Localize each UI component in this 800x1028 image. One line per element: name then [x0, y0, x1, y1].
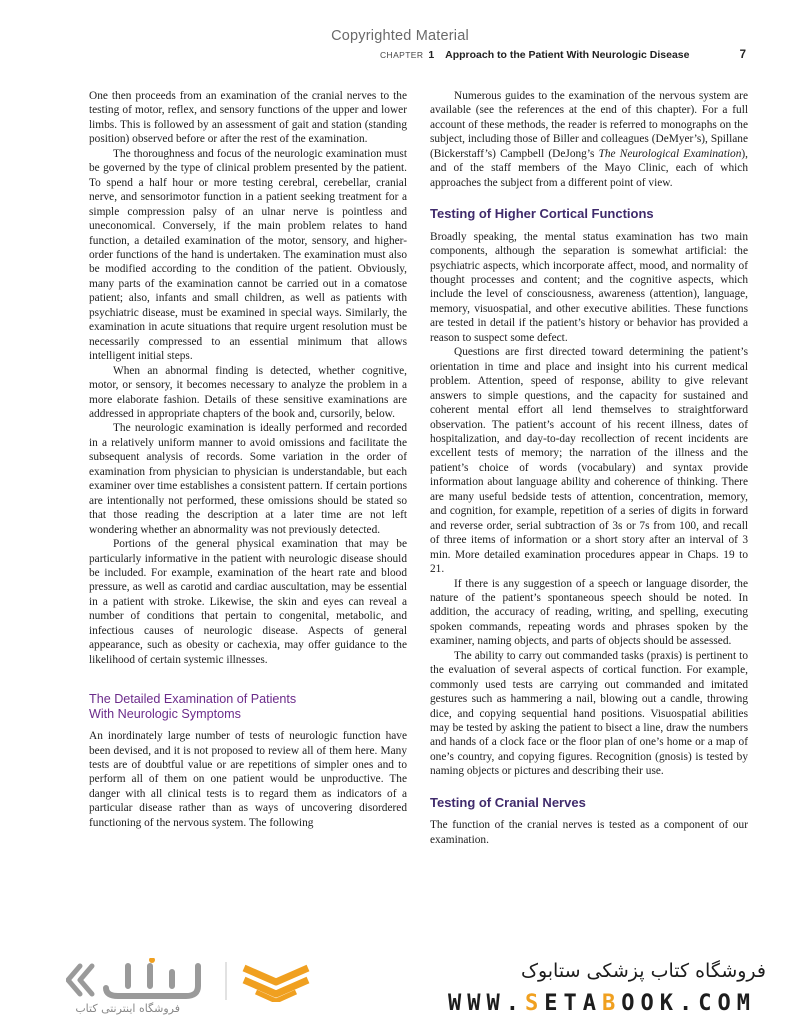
left-column — [89, 89, 407, 830]
heading-line: The Detailed Examination of Patients — [89, 692, 297, 707]
section-heading-cranial-nerves: Testing of Cranial Nerves — [430, 794, 586, 810]
paragraph: The ability to carry out commanded tasks (praxis) is pertinent to the evaluation of several aspects of cortical function. For example, commonly used tests are carrying out commanded and imitated gestures such as hammering a nail, blowing out a candle, throwing dice, and copying sequential hand positions. Visuospatial abilities may be tested by asking the patient to bisect a line, draw the numbers and hands of a clock face or the floor plan of one’s home or a map of one’s country, and copying figures. Recognition (gnosis) is tested by naming objects or pictures and describing their use. — [430, 649, 748, 778]
right-column — [430, 89, 748, 847]
paragraph: Broadly speaking, the mental status examination has two main components, although the separation is somewhat artificial: the psychiatric aspects, which incorporate affect, mood, and normality of thought processes and content; and the cognitive aspects, which include the level of consciousness, awareness (attention), language, memory, visuospatial, and other executive abilities. These functions are tested in detail if the patient’s history or behavior has provided a reason to suspect some defect. — [430, 230, 748, 344]
url-part: OOK.COM — [621, 991, 756, 1016]
url-part: WWW. — [448, 991, 526, 1016]
copyright-notice: Copyrighted Material — [331, 28, 469, 44]
paragraph — [430, 89, 748, 190]
text-run: ), and of the staff members of the Mayo Clinic, each of which approaches the subject from a different point of view. — [430, 147, 748, 189]
section-heading-detailed-examination — [89, 692, 407, 722]
paragraph: The thoroughness and focus of the neurologic examination must be governed by the type of clinical problem presented by the patient. To spend a half hour or more testing cerebral, cerebellar, cranial nerve, and sensorimotor function in a patient seeking treatment for a simple compression palsy of an ulnar nerve is pointless and uneconomical. Conversely, if the main problem relates to hand function, a detailed examination of the motor, sensory, and higher-order functions of the hand is undertaken. The examination must also be modified according to the condition of the patient. Obviously, many parts of the examination cannot be carried out in a comatose patient; also, infants and small children, as well as patients with psychiatric disease, must be examined in special ways. Similarly, the examination in acute situations that require urgent resolution must be necessarily compressed to an essential minimum that allows intelligent initial steps. — [89, 147, 407, 363]
running-head — [380, 49, 746, 61]
paragraph: If there is any suggestion of a speech or language disorder, the nature of the patient’s spontaneous speech should be noted. In addition, the accuracy of reading, writing, and spelling, executing spoken commands, repeating words and phrases spoken by the examiner, naming objects, and parts of objects should be assessed. — [430, 577, 748, 648]
paragraph: The neurologic examination is ideally performed and recorded in a relatively uniform manner to avoid omissions and facilitate the subsequent analysis of records. Some variation in the order of examination from physician to physician is understandable, but each examiner over time establishes a consistent pattern. If certain portions are intentionally not performed, these omissions should be stated so that those reading the description at a later time are not left wondering whether an abnormality was not previously detected. — [89, 422, 407, 536]
paragraph: The function of the cranial nerves is tested as a component of our examination. — [430, 819, 748, 846]
chapter-number: 1 — [428, 49, 435, 61]
text-run: Numerous guides to the examination of the nervous system are available (see the references at the end of this chapter). For a full account of these methods, the reader is referred to monographs on the subject, including those of Biller and colleagues (DeMyer’s), Spillane (Bickerstaff’s) Campbell (DeJong’s — [430, 90, 748, 160]
paragraph: An inordinately large number of tests of neurologic function have been devised, and it is not proposed to review all of them here. Many tests are of doubtful value or are repetitions of simpler ones and to perform all of them on one patient would be unproductive. The danger with all clinical tests is to regard them as indicators of a particular disease rather than as ways of uncovering disordered functioning of the nervous system. The following — [89, 730, 407, 829]
page-number: 7 — [739, 49, 746, 61]
chevron-logo-icon — [66, 958, 326, 1002]
paragraph: When an abnormal finding is detected, whether cognitive, motor, or sensory, it becomes necessary to analyze the problem in a more elaborate fashion. Details of these sensitive examinations are addressed in appropriate chapters of the book and, cursorily, below. — [89, 364, 407, 420]
section-heading-cortical-functions: Testing of Higher Cortical Functions — [430, 206, 654, 222]
url-highlight: B — [602, 991, 622, 1016]
paragraph: One then proceeds from an examination of the cranial nerves to the testing of motor, reflex, and sensory functions of the upper and lower limbs. This is followed by an assessment of gait and station (standing position) observed before or after the rest of the examination. — [89, 90, 407, 146]
logo-caption: فروشگاه اینترنتی کتاب — [75, 1002, 180, 1015]
paragraph: Portions of the general physical examination that may be particularly informative in the patient with neurologic disease should be included. For example, examination of the heart rate and blood pressure, as well as carotid and cardiac auscultation, may be essential in a patient with stroke. Likewise, the skin and eyes can reveal a number of conditions that pertain to congenital, metabolic, and infectious causes of neurologic disease. Aspects of general appearance, such as obesity or cachexia, may offer guidance to the likelihood of certain systemic illnesses. — [89, 538, 407, 666]
heading-line: With Neurologic Symptoms — [89, 707, 241, 722]
chapter-label: CHAPTER — [380, 50, 424, 60]
url-highlight: S — [525, 991, 545, 1016]
store-name: فروشگاه کتاب پزشکی ستابوک — [520, 960, 766, 982]
book-title: The Neurological Examination — [598, 147, 742, 160]
watermark-banner — [0, 946, 800, 1028]
watermark-fade — [0, 895, 800, 950]
url-part: ETA — [544, 991, 603, 1016]
setabook-logo — [66, 958, 326, 1018]
chapter-title: Approach to the Patient With Neurologic Disease — [445, 49, 690, 61]
store-url — [448, 991, 756, 1016]
paragraph: Questions are first directed toward determining the patient’s orientation in time and place and insight into his current medical problem. Attention, speed of response, ability to give relevant answers to simple questions, and the capacity for sustained and coherent mental effort all lend themselves to straightforward observation. The patient’s account of his recent illness, dates of hospitalization, and day-to-day recollection of recent incidents are excellent tests of memory; the narration of the illness and the patient’s choice of words (vocabulary) and syntax provide information about language ability and coherence of thinking. There are many useful bedside tests of attention, concentration, memory, and cognition, for example, repetition of a series of digits in forward and reverse order, serial subtraction of 3s or 7s from 100, and recall of three items of information or a short story after an interval of 3 min. More detailed examination procedures appear in Chaps. 19 to 21. — [430, 346, 748, 576]
